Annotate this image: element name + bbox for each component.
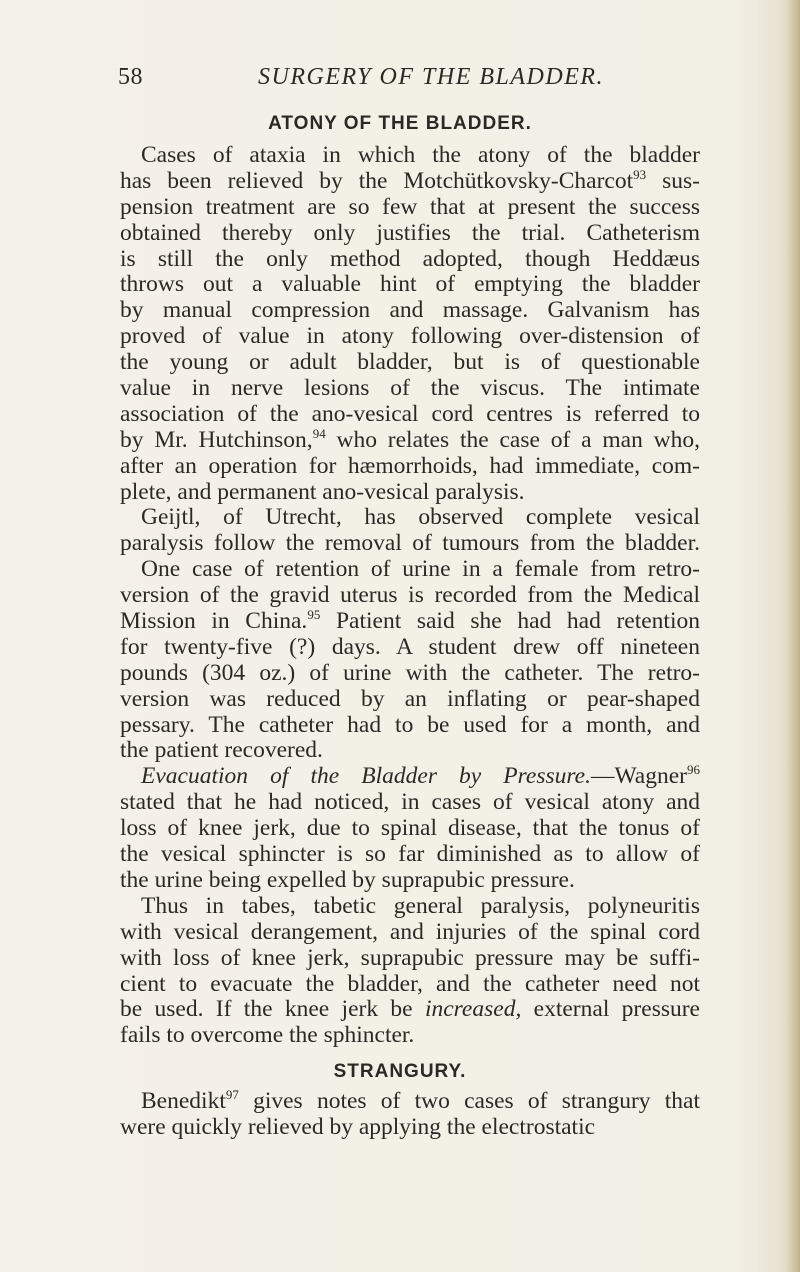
line-text: plete, and permanent ano-vesical paralysis.	[120, 478, 525, 505]
line-text: by manual compression and massage. Galvanism has	[120, 297, 700, 324]
text-line	[120, 609, 700, 635]
line-text: Geijtl, of Utrecht, has observed complete vesical	[141, 504, 700, 531]
text-line	[120, 480, 700, 506]
line-text-cont: gives notes of two cases of strangury that	[238, 1088, 700, 1114]
text-line	[120, 946, 700, 972]
line-text: were quickly relieved by applying the electrostatic	[120, 1113, 596, 1140]
line-text: with loss of knee jerk, suprapubic pressure may be suffi-	[120, 944, 700, 971]
text-line	[120, 1089, 700, 1115]
line-text: value in nerve lesions of the viscus. The intimate	[120, 375, 700, 402]
footnote-ref: 94	[312, 425, 326, 441]
line-text-cont: Patient said she had had retention	[320, 608, 700, 635]
section-body-strangury	[120, 1089, 700, 1141]
text-line	[120, 221, 700, 247]
line-text: proved of value in atony following over-distension of	[120, 323, 700, 350]
line-text: with vesical derangement, and injuries of the spinal cord	[120, 918, 700, 945]
line-text: by Mr. Hutchinson,	[120, 426, 313, 453]
line-text: the vesical sphincter is so far diminished as to allow of	[120, 841, 700, 868]
line-text: after an operation for hæmorrhoids, had immediate, com-	[120, 452, 700, 479]
line-text: be used. If the knee jerk be	[120, 996, 425, 1023]
line-text: pension treatment are so few that at present the success	[120, 193, 700, 220]
line-text: association of the ano-vesical cord centres is referred to	[120, 400, 700, 427]
line-text: obtained thereby only justifies the trial. Catheterism	[120, 219, 700, 246]
footnote-ref: 93	[633, 166, 647, 182]
line-text: pessary. The catheter had to be used for a month, and	[120, 711, 700, 738]
text-line	[120, 166, 700, 195]
text-line	[120, 1115, 700, 1141]
line-text: Thus in tabes, tabetic general paralysis, polyneuritis	[141, 892, 700, 919]
line-text: Benedikt	[141, 1088, 226, 1114]
line-text: pounds (304 oz.) of urine with the catheter. The retro-	[120, 659, 700, 686]
line-text: version was reduced by an inflating or pear-shaped	[120, 685, 700, 712]
running-title: SURGERY OF THE BLADDER.	[258, 64, 605, 90]
page-number: 58	[118, 64, 143, 90]
line-text: cient to evacuate the bladder, and the catheter need not	[120, 970, 700, 997]
line-text: One case of retention of urine in a female from retro-	[141, 556, 700, 583]
section-heading-atony: ATONY OF THE BLADDER.	[268, 113, 532, 134]
line-text-cont: who relates the case of a man who,	[325, 426, 701, 453]
text-line	[120, 376, 700, 402]
line-text: —Wagner	[591, 763, 687, 790]
text-line	[120, 454, 700, 480]
line-text: is still the only method adopted, though Heddæus	[120, 245, 700, 272]
text-line	[120, 143, 700, 169]
text-line	[120, 195, 700, 221]
line-text: the young or adult bladder, but is of questionable	[120, 349, 700, 376]
line-text-cont: sus-	[646, 167, 700, 194]
text-line	[120, 425, 701, 454]
text-line	[120, 842, 700, 868]
text-line	[120, 505, 700, 531]
line-text: version of the gravid uterus is recorded from the Medical	[120, 582, 700, 609]
line-text: stated that he had noticed, in cases of vesical atony and	[120, 789, 700, 816]
text-line	[120, 247, 700, 273]
text-line	[120, 997, 700, 1023]
text-line	[120, 738, 700, 764]
section-body-atony	[120, 143, 700, 1049]
text-line	[120, 920, 700, 946]
running-head	[118, 64, 678, 94]
italic-heading: Evacuation of the Bladder by Pressure.	[141, 763, 591, 790]
emphasis: increased,	[424, 996, 522, 1023]
line-text: throws out a valuable hint of emptying the bladder	[120, 271, 700, 298]
text-line	[120, 764, 700, 790]
footnote-ref: 97	[225, 1087, 239, 1102]
text-line	[120, 402, 700, 428]
line-text: the urine being expelled by suprapubic pressure.	[120, 866, 575, 893]
text-line	[120, 894, 700, 920]
line-text: for twenty-five (?) days. A student drew off nineteen	[120, 633, 700, 660]
text-line	[120, 816, 700, 842]
text-line	[120, 583, 700, 609]
line-text-cont: external pressure	[521, 996, 700, 1023]
line-text: Cases of ataxia in which the atony of the bladder	[141, 142, 700, 168]
text-line	[120, 661, 700, 687]
footnote-ref: 95	[307, 607, 321, 623]
line-text: the patient recovered.	[120, 737, 323, 764]
text-line	[120, 1023, 700, 1049]
text-line	[120, 298, 700, 324]
line-text: has been relieved by the Motchütkovsky-Charcot	[120, 167, 634, 194]
text-line	[120, 972, 700, 998]
line-text: Mission in China.	[120, 608, 308, 635]
text-line	[120, 531, 700, 557]
text-line	[120, 635, 700, 661]
line-text: loss of knee jerk, due to spinal disease, that the tonus of	[120, 815, 700, 842]
section-heading-strangury: STRANGURY.	[333, 1061, 467, 1082]
text-line	[120, 324, 700, 350]
text-line	[120, 790, 700, 816]
text-line	[120, 350, 700, 376]
text-line	[120, 713, 700, 739]
line-text: fails to overcome the sphincter.	[120, 1022, 415, 1049]
footnote-ref: 96	[687, 762, 700, 778]
text-line	[120, 687, 700, 713]
text-line	[120, 868, 700, 894]
line-text: paralysis follow the removal of tumours from the bladder.	[120, 530, 700, 557]
text-line	[120, 272, 700, 298]
text-line	[120, 557, 700, 583]
